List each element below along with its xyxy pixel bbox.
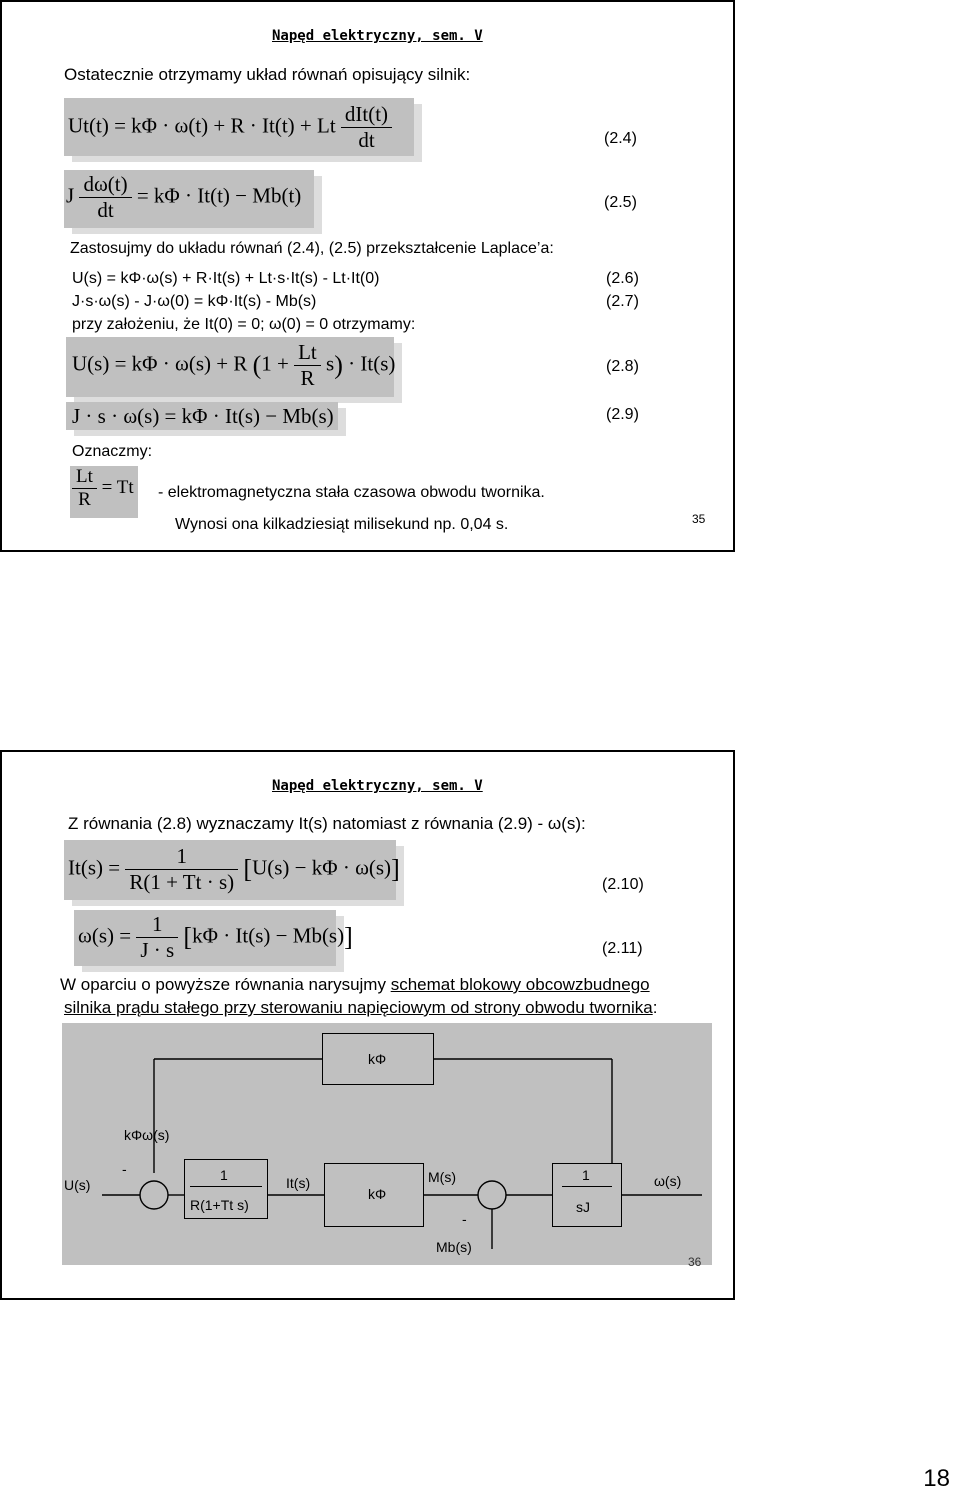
minus-sign-1: - — [122, 1161, 127, 1177]
intro-text: Z równania (2.8) wyznaczamy It(s) natomiast z równania (2.9) - ω(s): — [68, 814, 586, 833]
tt-note: Wynosi ona kilkadziesiąt milisekund np. 0,04 s. — [175, 516, 509, 533]
armature-numerator: 1 — [220, 1167, 228, 1183]
summing-junction-2 — [478, 1181, 506, 1209]
inertia-numerator: 1 — [582, 1167, 590, 1183]
equation-2-5: J $\frac{d\omega(t)}{dt}$ = kΦ · It(t) − Mb(t) — [66, 172, 302, 222]
equation-tag-2-7: (2.7) — [606, 293, 639, 310]
equation-tag-2-8: (2.8) — [606, 358, 639, 375]
paragraph-line-2: silnika prądu stałego przy sterowaniu napięciowym od strony obwodu twornika: — [64, 998, 658, 1017]
kphi-feedback-label: kΦ — [368, 1051, 387, 1067]
equation-tag-2-5: (2.5) — [604, 194, 637, 211]
page-number: 35 — [692, 512, 706, 526]
equation-tag-2-11: (2.11) — [602, 940, 643, 957]
equation-2-4: Ut(t) = kΦ · ω(t) + R · It(t) + Lt $\frac{\text{dIt(t)}}{dt}$ — [68, 102, 392, 153]
slide-header: Napęd elektryczny, sem. V — [272, 778, 483, 794]
armature-denominator: R(1+Tt s) — [190, 1197, 249, 1213]
summing-junction-1 — [140, 1181, 168, 1209]
output-omega-label: ω(s) — [654, 1173, 682, 1189]
paragraph-line-1: W oparciu o powyższe równania narysujmy schemat blokowy obcowzbudnego — [60, 975, 650, 994]
block-diagram — [62, 1023, 712, 1265]
assumption-text: przy założeniu, że It(0) = 0; ω(0) = 0 otrzymamy: — [72, 316, 416, 333]
input-u-label: U(s) — [64, 1177, 91, 1193]
mb-s-label: Mb(s) — [436, 1239, 472, 1255]
equation-2-9: J · s · ω(s) = kΦ · It(s) − Mb(s) — [72, 404, 334, 428]
equation-2-11: ω(s) = $\frac{1}{J \cdot s}$ [kΦ · It(s) − Mb(s)] — [78, 912, 353, 962]
minus-sign-2: - — [462, 1211, 467, 1227]
it-s-label: It(s) — [286, 1175, 311, 1191]
page-number-partial: 36 — [688, 1255, 702, 1269]
intro-text: Ostatecznie otrzymamy układ równań opisujący silnik: — [64, 65, 471, 84]
kphi-block-label: kΦ — [368, 1186, 387, 1202]
define-label: Oznaczmy: — [72, 443, 153, 460]
slide-35 — [0, 0, 735, 552]
equation-2-10: It(s) = $\frac{1}{R(1 + Tt \cdot s)}$ [U(s) − kΦ · ω(s)] — [68, 844, 400, 894]
equation-tag-2-10: (2.10) — [602, 876, 644, 893]
m-s-label: M(s) — [428, 1169, 456, 1185]
corner-page-number: 18 — [923, 1465, 950, 1492]
equation-2-8: U(s) = kΦ · ω(s) + R (1 + $\frac{Lt}{R}$ s) · It(s) — [72, 340, 396, 390]
kphi-omega-label: kΦω(s) — [124, 1127, 170, 1143]
equation-tag-2-6: (2.6) — [606, 270, 639, 287]
equation-2-7: J·s·ω(s) - J·ω(0) = kΦ·It(s) - Mb(s) — [72, 293, 317, 310]
tt-definition: $\frac{Lt}{R}$ = Tt — [72, 466, 134, 511]
laplace-intro: Zastosujmy do układu równań (2.4), (2.5) przekształcenie Laplace’a: — [70, 240, 554, 257]
inertia-denominator: sJ — [576, 1199, 590, 1215]
equation-2-6: U(s) = kΦ·ω(s) + R·It(s) + Lt·s·It(s) - Lt·It(0) — [72, 270, 380, 287]
slide-header: Napęd elektryczny, sem. V — [272, 28, 483, 44]
tt-description: - elektromagnetyczna stała czasowa obwodu twornika. — [158, 484, 545, 501]
equation-tag-2-4: (2.4) — [604, 130, 637, 147]
equation-tag-2-9: (2.9) — [606, 406, 639, 423]
